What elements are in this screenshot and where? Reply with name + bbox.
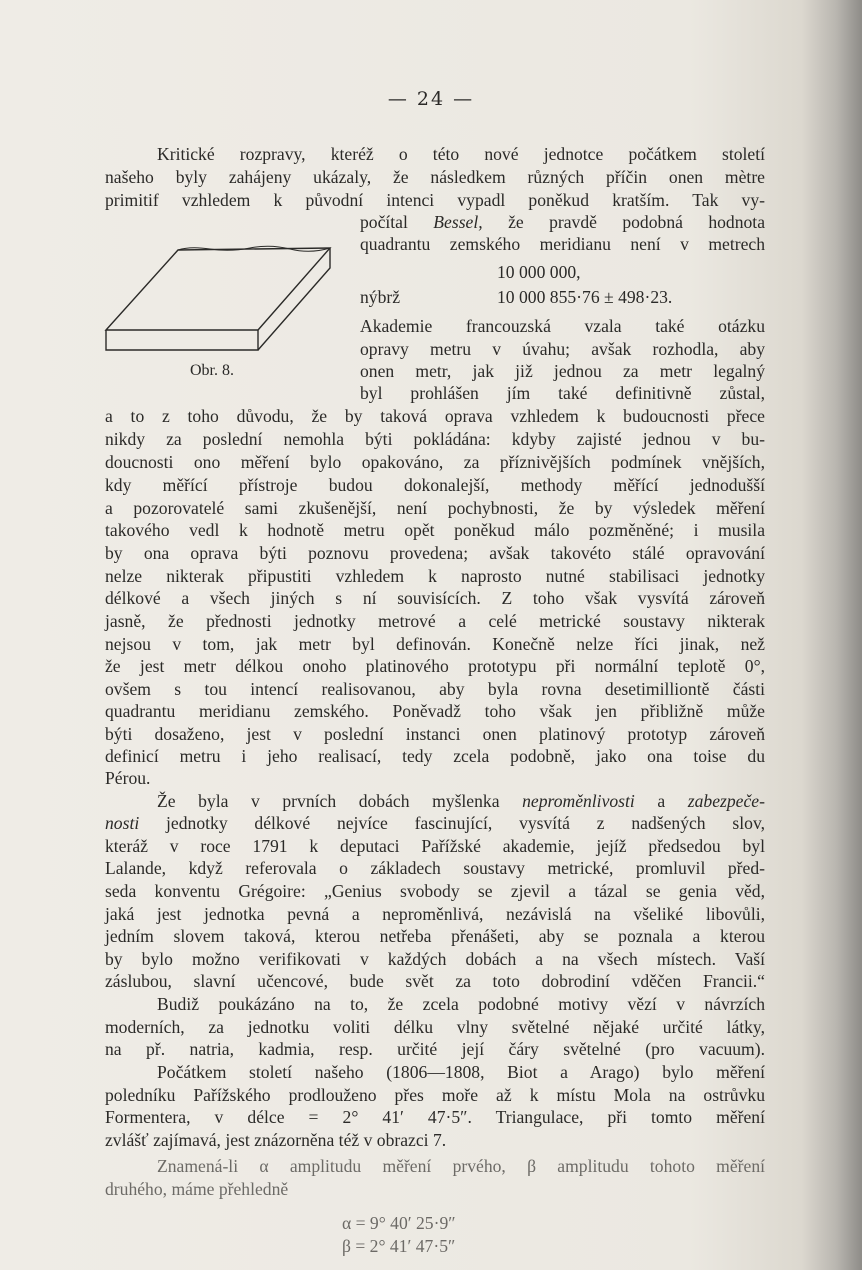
text-line: Formentera, v délce = 2° 41′ 47·5″. Triangulace, při tomto měření: [105, 1107, 765, 1127]
text-line: na př. natria, kadmia, resp. určité její čáry světelné (pro vacuum).: [105, 1039, 765, 1059]
text-line: že jest metr délkou onoho platinového prototypu při normální teplotě 0°,: [105, 656, 765, 676]
figure-caption: Obr. 8.: [190, 362, 234, 379]
text-line: Kritické rozpravy, kteréž o této nové jednotce počátkem století: [157, 144, 765, 164]
value-line: 10 000 000,: [497, 262, 581, 282]
text-line: Že byla v prvních dobách myšlenka neproměnlivosti a zabezpeče-: [157, 791, 765, 811]
text-line: byl prohlášen jím také definitivně zůstal,: [360, 383, 765, 403]
text-line: poledníku Pařížského prodlouženo přes moře až k místu Mola na ostrůvku: [105, 1085, 765, 1105]
text-line: Pérou.: [105, 768, 151, 788]
text-line: nelze nikterak připustiti vzhledem k naprosto nutné stabilisaci jednotky: [105, 566, 765, 586]
text-line: takového vedl k hodnotě metru opět poněkud málo pozměněné; i musila: [105, 520, 765, 540]
text-line: quadrantu zemského meridianu není v metrech: [360, 234, 765, 254]
text-line: definicí metru i jeho realisací, tedy zcela podobně, jako ona toise du: [105, 746, 765, 766]
text-line: nosti jednotky délkové nejvíce fascinující, vysvítá z nadšených slov,: [105, 813, 765, 833]
text-line: počítal Bessel, že pravdě podobná hodnota: [360, 212, 766, 232]
text-line: onen metr, jak již jednou za metr legalný: [360, 361, 765, 381]
text-line: jaká jest jednotka pevná a neproměnlivá, nezávislá na všeliké libovůli,: [105, 904, 765, 924]
text-line: jasně, že přednosti jednotky metrové a celé metrické soustavy nikterak: [105, 611, 765, 631]
text-line: a to z toho důvodu, že by taková oprava vzhledem k budoucnosti přece: [105, 406, 765, 426]
formula-alpha: α = 9° 40′ 25·9″: [342, 1213, 456, 1233]
value-line: 10 000 855·76 ± 498·23.: [497, 287, 673, 307]
text-line: druhého, máme přehledně: [105, 1179, 289, 1199]
text-line: a pozorovatelé sami zkušenější, není pochybnosti, že by výsledek měření: [105, 498, 765, 518]
text-line: nejsou v tom, jak metr byl definován. Konečně nelze říci jinak, než: [105, 634, 765, 654]
text-line: by ona oprava býti poznovu provedena; avšak takovéto stálé opravování: [105, 543, 765, 563]
text-line: kdy měřící přístroje budou dokonalejší, methody měřící jednodušší: [105, 475, 765, 495]
text-line: Budiž poukázáno na to, že zcela podobné motivy vězí v návrzích: [157, 994, 765, 1014]
page-number: — 24 —: [387, 88, 475, 110]
text-line: moderních, za jednotku voliti délku vlny světelné nějaké určité látky,: [105, 1017, 765, 1037]
text-line: by bylo možno verifikovati v každých dobách a na všech místech. Vaší: [105, 949, 765, 969]
text-line: primitif vzhledem k původní intenci vypadl poněkud kratším. Tak vy-: [105, 190, 765, 210]
value-label: nýbrž: [360, 287, 401, 307]
text-line: nikdy za poslední nemohla býti pokládána: kdyby zajisté jednou v bu-: [105, 429, 765, 449]
text-line: Počátkem století našeho (1806—1808, Biot a Arago) bylo měření: [157, 1062, 765, 1082]
text-line: Lalande, když referovala o základech soustavy metrické, promluvil před-: [105, 858, 765, 878]
text-line: zvlášť zajímavá, jest znázorněna též v obrazci 7.: [105, 1130, 447, 1150]
text-line: jedním slovem taková, kterou netřeba přenášeti, aby se poznala a kterou: [105, 926, 765, 946]
text-line: býti dosaženo, jest v poslední instanci onen platinový prototyp zároveň: [105, 724, 765, 744]
text-line: doucnosti ono měření bylo opakováno, za příznivějších podmínek vnějších,: [105, 452, 765, 472]
text-line: Akademie francouzská vzala také otázku: [360, 316, 765, 336]
text-line: našeho byly zahájeny ukázaly, že následkem různých příčin onen mètre: [105, 167, 765, 187]
text-line: opravy metru v úvahu; avšak rozhodla, aby: [360, 339, 765, 359]
formula-beta: β = 2° 41′ 47·5″: [342, 1236, 456, 1256]
text-line: kteráž v roce 1791 k deputaci Pařížské akademie, jejíž předsedou byl: [105, 836, 765, 856]
text-line: ovšem s tou intencí realisovanou, aby byla rovna desetimilliontě části: [105, 679, 765, 699]
text-line: quadrantu meridianu zemského. Poněvadž toho však jen přibližně může: [105, 701, 765, 721]
text-line: seda konventu Grégoire: „Genius svobody se zjevil a tázal se genia věd,: [105, 881, 765, 901]
text-line: Znamená-li α amplitudu měření prvého, β amplitudu tohoto měření: [157, 1156, 765, 1176]
figure-slab-drawing: [100, 240, 340, 360]
text-line: délkové a všech jiných s ní souvisících. Z toho však vysvítá zároveň: [105, 588, 765, 608]
text-line: záslubou, slavní učencové, bude svět za toto dobrodiní vděčen Francii.“: [105, 971, 765, 991]
